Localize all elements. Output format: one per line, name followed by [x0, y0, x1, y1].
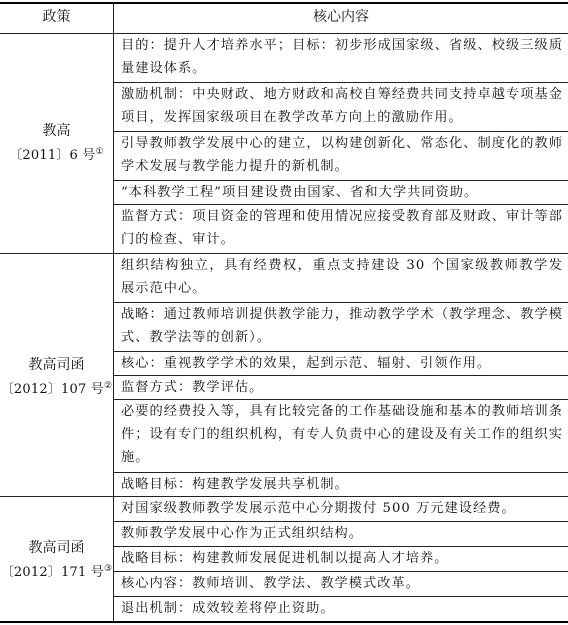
policy-name: 教高 [42, 123, 71, 139]
content-cell: 监督方式：项目资金的管理和使用情况应接受教育部及财政、审计等部门的检查、审计。 [121, 209, 563, 247]
content-cell: 退出机制：成效较差将停止资助。 [121, 601, 335, 616]
content-cell: “本科教学工程”项目建设费由国家、省和大学共同资助。 [121, 185, 479, 200]
table-bottom-rule [0, 621, 568, 623]
content-cell: 核心内容：教师培训、教学法、教学模式改革。 [121, 576, 420, 591]
content-cell: 监督方式：教学评估。 [121, 380, 264, 395]
footnote-marker: ① [95, 147, 104, 157]
content-cell: 战略：通过教师培训提供教学能力，推动教学学术（教学理念、教学模式、教学法等的创新）。 [121, 307, 563, 345]
content-cell: 组织结构独立，具有经费权，重点支持建设 30 个国家级教师教学发展示范中心。 [121, 258, 563, 296]
content-cell: 核心：重视教学学术的效果，起到示范、辐射、引领作用。 [121, 356, 492, 371]
policy-name: 教高司函 [28, 540, 85, 556]
content-cell: 目的：提升人才培养水平；目标：初步形成国家级、省级、校级三级质量建设体系。 [121, 38, 563, 76]
header-policy: 政策 [42, 9, 71, 25]
content-cell: 必要的经费投入等，具有比较完备的工作基础设施和基本的教师培训条件；设有专门的组织机构，有专人负责中心的建设及有关工作的组织实施。 [121, 404, 563, 465]
footnote-marker: ③ [103, 564, 113, 574]
header-content: 核心内容 [313, 9, 369, 25]
content-cell: 战略目标：构建教学发展共享机制。 [121, 477, 349, 492]
footnote-marker: ② [103, 381, 113, 391]
policy-code: 〔2011〕6 号① [9, 147, 104, 163]
policy-code: 〔2012〕107 号② [0, 381, 113, 397]
policy-cell [0, 355, 113, 400]
content-cell: 激励机制：中央财政、地方财政和高校自筹经费共同支持卓越专项基金项目，发挥国家级项目在教学改革方向上的激励作用。 [121, 87, 563, 125]
content-cell: 战略目标：构建教师发展促进机制以提高人才培养。 [121, 551, 449, 566]
content-cell: 教师教学发展中心作为正式组织结构。 [121, 526, 364, 541]
policy-cell [0, 538, 113, 583]
content-cell: 引导教师教学发展中心的建立，以构建创新化、常态化、制度化的教师学术发展与教学能力提升的新机制。 [121, 136, 563, 174]
column-divider [113, 2, 114, 622]
policy-code: 〔2012〕171 号③ [0, 564, 113, 580]
policy-cell [0, 121, 113, 166]
policy-name: 教高司函 [28, 357, 85, 373]
content-cell: 对国家级教师教学发展示范中心分期拨付 500 万元建设经费。 [121, 501, 516, 516]
